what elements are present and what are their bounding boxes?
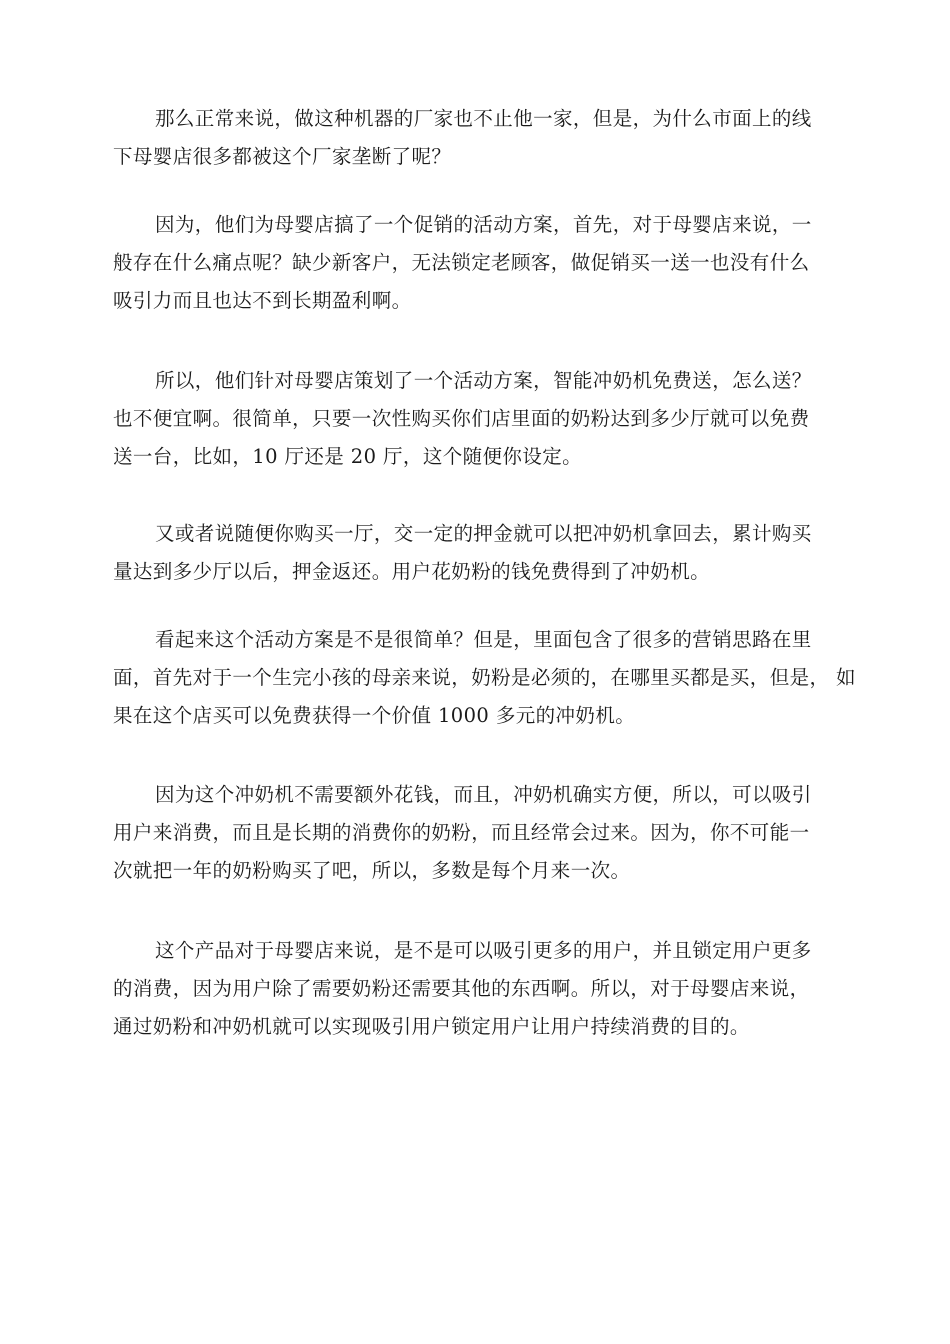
paragraph-line: 量达到多少厅以后，押金返还。用户花奶粉的钱免费得到了冲奶机。 — [113, 560, 711, 583]
paragraph-line: 次就把一年的奶粉购买了吧，所以，多数是每个月来一次。 — [113, 859, 631, 882]
paragraph-line: 所以，他们针对母婴店策划了一个活动方案，智能冲奶机免费送，怎么送？ — [155, 369, 812, 392]
paragraph-line: 也不便宜啊。很简单，只要一次性购买你们店里面的奶粉达到多少厅就可以免费 — [113, 407, 810, 430]
paragraph-7 — [113, 932, 865, 1046]
paragraph-line: 面，首先对于一个生完小孩的母亲来说，奶粉是必须的，在哪里买都是买，但是， 如 — [113, 666, 856, 689]
paragraph-line: 那么正常来说，做这种机器的厂家也不止他一家，但是，为什么市面上的线 — [155, 107, 812, 130]
paragraph-line: 吸引力而且也达不到长期盈利啊。 — [113, 289, 412, 312]
paragraph-1 — [113, 100, 865, 176]
paragraph-line: 因为，他们为母婴店搞了一个促销的活动方案，首先，对于母婴店来说，一 — [155, 213, 812, 236]
paragraph-line: 这个产品对于母婴店来说，是不是可以吸引更多的用户，并且锁定用户更多 — [155, 939, 812, 962]
paragraph-line: 果在这个店买可以免费获得一个价值 1000 多元的冲奶机。 — [113, 704, 636, 727]
paragraph-4 — [113, 515, 865, 591]
paragraph-3 — [113, 362, 865, 476]
paragraph-line: 因为这个冲奶机不需要额外花钱，而且，冲奶机确实方便，所以，可以吸引 — [155, 783, 812, 806]
paragraph-line: 通过奶粉和冲奶机就可以实现吸引用户锁定用户让用户持续消费的目的。 — [113, 1015, 750, 1038]
paragraph-6 — [113, 776, 865, 890]
paragraph-5 — [113, 621, 865, 735]
paragraph-line: 看起来这个活动方案是不是很简单？但是，里面包含了很多的营销思路在里 — [155, 628, 812, 651]
paragraph-2 — [113, 206, 865, 320]
paragraph-line: 又或者说随便你购买一厅，交一定的押金就可以把冲奶机拿回去，累计购买 — [155, 522, 812, 545]
paragraph-line: 的消费，因为用户除了需要奶粉还需要其他的东西啊。所以，对于母婴店来说， — [113, 977, 810, 1000]
paragraph-line: 下母婴店很多都被这个厂家垄断了呢？ — [113, 145, 452, 168]
paragraph-line: 般存在什么痛点呢？缺少新客户，无法锁定老顾客，做促销买一送一也没有什么 — [113, 251, 810, 274]
paragraph-line: 用户来消费，而且是长期的消费你的奶粉，而且经常会过来。因为，你不可能一 — [113, 821, 810, 844]
paragraph-line: 送一台，比如，10 厅还是 20 厅，这个随便你设定。 — [113, 445, 583, 468]
